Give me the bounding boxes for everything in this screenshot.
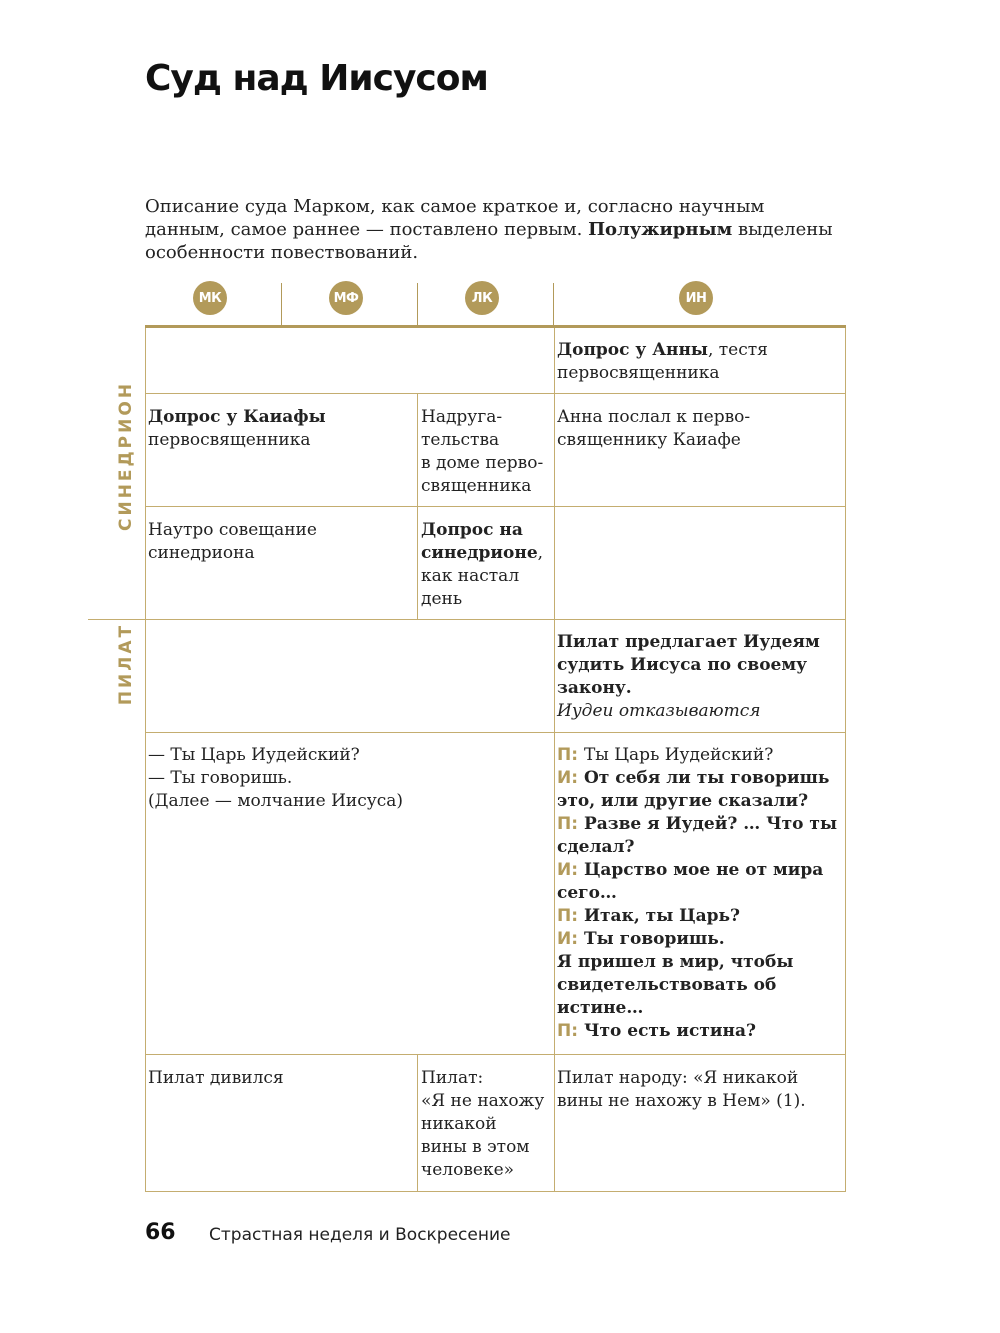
dialog-line [557,1020,844,1043]
dialog-line [557,859,844,905]
running-footer: Страстная неделя и Воскресение [209,1225,511,1245]
dialog-line [557,813,844,859]
column-badge-mf: МФ [329,281,363,315]
dialog-line [557,744,844,767]
cell-in-row4: Пилат предлагает Иудеям судить Иисуса по своему закону. Иудеи отказываются [557,632,820,721]
row-divider [146,393,846,394]
header-separator [281,283,282,326]
dialog-line [557,928,844,1020]
speaker-label: П: [557,745,584,765]
speaker-label: П: [557,906,584,926]
cell-lk-row3: Допрос на синедрионе, как настал день [421,520,544,609]
column-divider [417,1054,418,1192]
dialog-text: Ты говоришь. Я пришел в мир, чтобы свидетельствовать об истине… [557,929,794,1018]
cell-lk-row6: Пилат: «Я не нахожу никакой вины в этом человеке» [421,1068,545,1180]
cell-mk-row2: Допрос у Каиафы первосвященника [148,407,326,450]
row-divider [146,732,846,733]
cell-in-dialog [557,744,844,1043]
section-label-sinedrion: СИНЕДРИОН [116,380,136,531]
speaker-label: И: [557,929,584,949]
column-divider [417,393,418,619]
intro-paragraph [145,195,845,264]
cell-in-row6: Пилат народу: «Я никакой вины не нахожу в Нем» (1). [557,1068,806,1111]
dialog-line [557,905,844,928]
column-badge-in: ИН [679,281,713,315]
row-divider [146,506,846,507]
header-separator [417,283,418,326]
row-divider [146,619,846,620]
dialog-text: Разве я Иудей? … Что ты сделал? [557,814,838,857]
speaker-label: И: [557,768,584,788]
intro-part2: выделены особенности повествований. [145,219,833,263]
dialog-text: Ты Царь Иудейский? [583,745,774,765]
cell-lk-row2: Надруга- тельства в доме перво- священника [421,407,544,496]
dialog-line [557,767,844,813]
column-badge-mk: МК [193,281,227,315]
cell-mk-row3: Наутро совещание синедриона [148,520,317,563]
intro-bold: Полужирным [588,219,733,240]
column-badge-lk: ЛК [465,281,499,315]
dialog-text: Итак, ты Царь? [583,906,740,926]
cell-mk-row5: — Ты Царь Иудейский? — Ты говоришь. (Далее — молчание Иисуса) [148,745,404,811]
page-number: 66 [145,1220,176,1245]
header-separator [553,283,554,326]
intro-part1: Описание суда Марком, как самое краткое и, согласно научным данным, самое раннее — поставлено первым. [145,196,765,240]
cell-in-row1: Допрос у Анны, тестя первосвященника [557,340,768,383]
cell-in-row2: Анна послал к перво- священнику Каиафе [557,407,751,450]
speaker-label: И: [557,860,584,880]
speaker-label: П: [557,1021,584,1041]
column-divider [554,328,555,1192]
speaker-label: П: [557,814,584,834]
dialog-text: Царство мое не от мира сего… [557,860,824,903]
page-title: Суд над Иисусом [145,58,488,99]
dialog-text: От себя ли ты говоришь это, или другие сказали? [557,768,830,811]
dialog-text: Что есть истина? [583,1021,756,1041]
row-divider [146,1054,846,1055]
section-label-pilat: ПИЛАТ [116,622,136,706]
cell-mk-row6: Пилат дивился [148,1068,284,1088]
